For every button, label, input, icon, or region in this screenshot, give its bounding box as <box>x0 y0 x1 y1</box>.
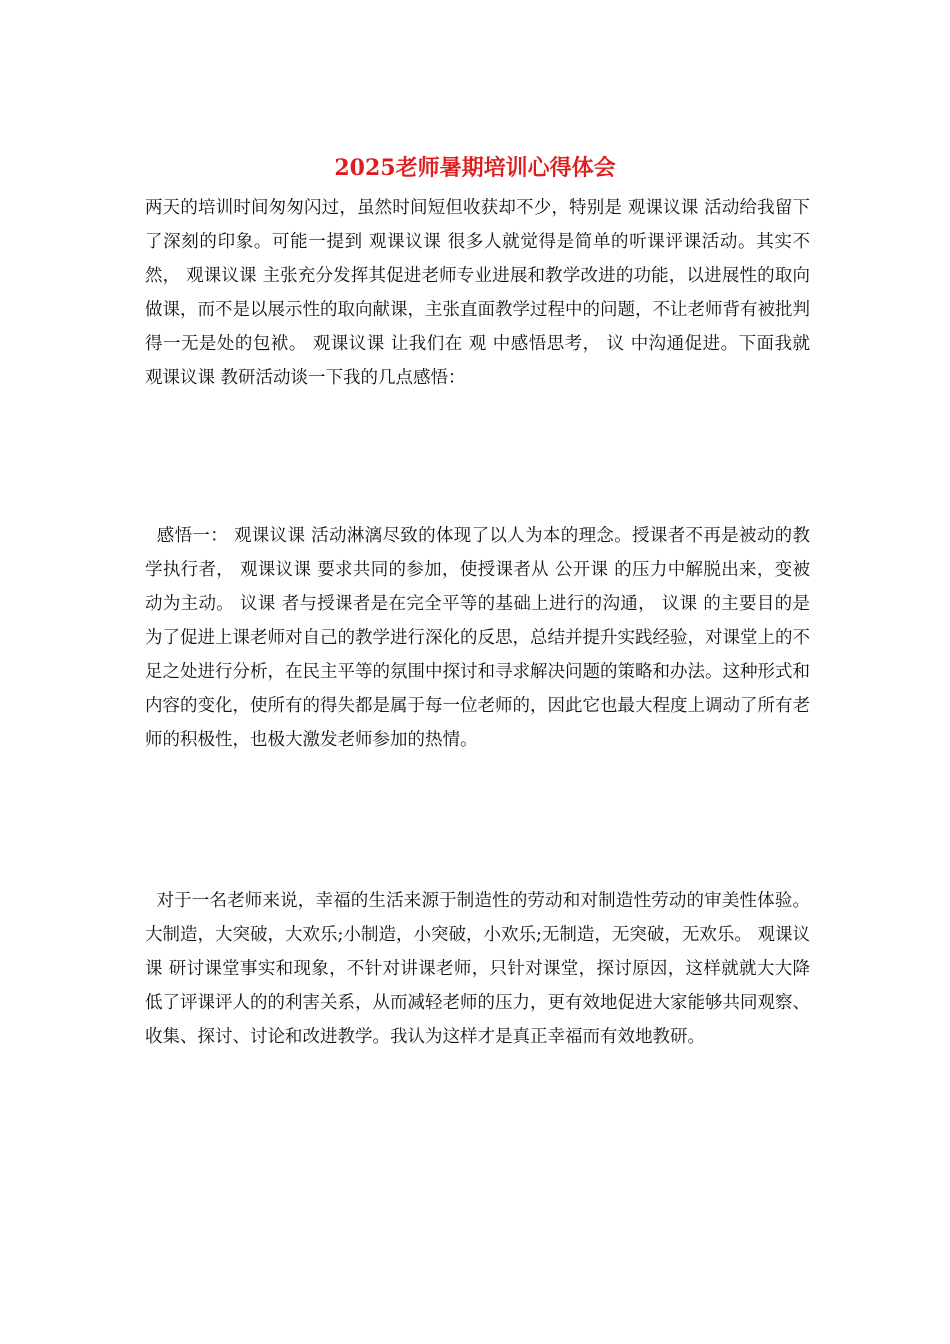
document-title: 2025老师暑期培训心得体会 <box>334 155 616 181</box>
paragraph-insight-one: 感悟一： 观课议课 活动淋漓尽致的体现了以人为本的理念。授课者不再是被动的教学执行者， 观课议课 要求共同的参加，使授课者从 公开课 的压力中解脱出来，变被动为主动。 议课 者与授课者是在完全平等的基础上进行的沟通， 议课 的主要目的是为了促进上课老师对自己的教学进行深化的反思，总结并提升实践经验，对课堂上的不足之处进行分析，在民主平等的氛围中探讨和寻求解决问题的策略和办法。这种形式和内容的变化，使所有的得失都是属于每一位老师的，因此它也最大程度上调动了所有老师的积极性，也极大激发老师参加的热情。 <box>145 526 810 750</box>
paragraph-intro: 两天的培训时间匆匆闪过，虽然时间短但收获却不少，特别是 观课议课 活动给我留下了深刻的印象。可能一提到 观课议课 很多人就觉得是简单的听课评课活动。其实不然， 观课议课 主张充分发挥其促进老师专业进展和教学改进的功能，以进展性的取向做课，而不是以展示性的取向献课，主张直面教学过程中的问题，不让老师背有被批判得一无是处的包袱。 观课议课 让我们在 观 中感悟思考， 议 中沟通促进。下面我就 观课议课 教研活动谈一下我的几点感悟： <box>145 198 816 388</box>
paragraph-happiness: 对于一名老师来说，幸福的生活来源于制造性的劳动和对制造性劳动的审美性体验。 大制造，大突破，大欢乐;小制造，小突破，小欢乐;无制造，无突破，无欢乐。 观课议课 研讨课堂事实和现象，不针对讲课老师，只针对课堂，探讨原因，这样就就大大降低了评课评人的的利害关系，从而减轻老师的压力，更有效地促进大家能够共同观察、收集、探讨、讨论和改进教学。我认为这样才是真正幸福而有效地教研。 <box>145 891 816 1047</box>
